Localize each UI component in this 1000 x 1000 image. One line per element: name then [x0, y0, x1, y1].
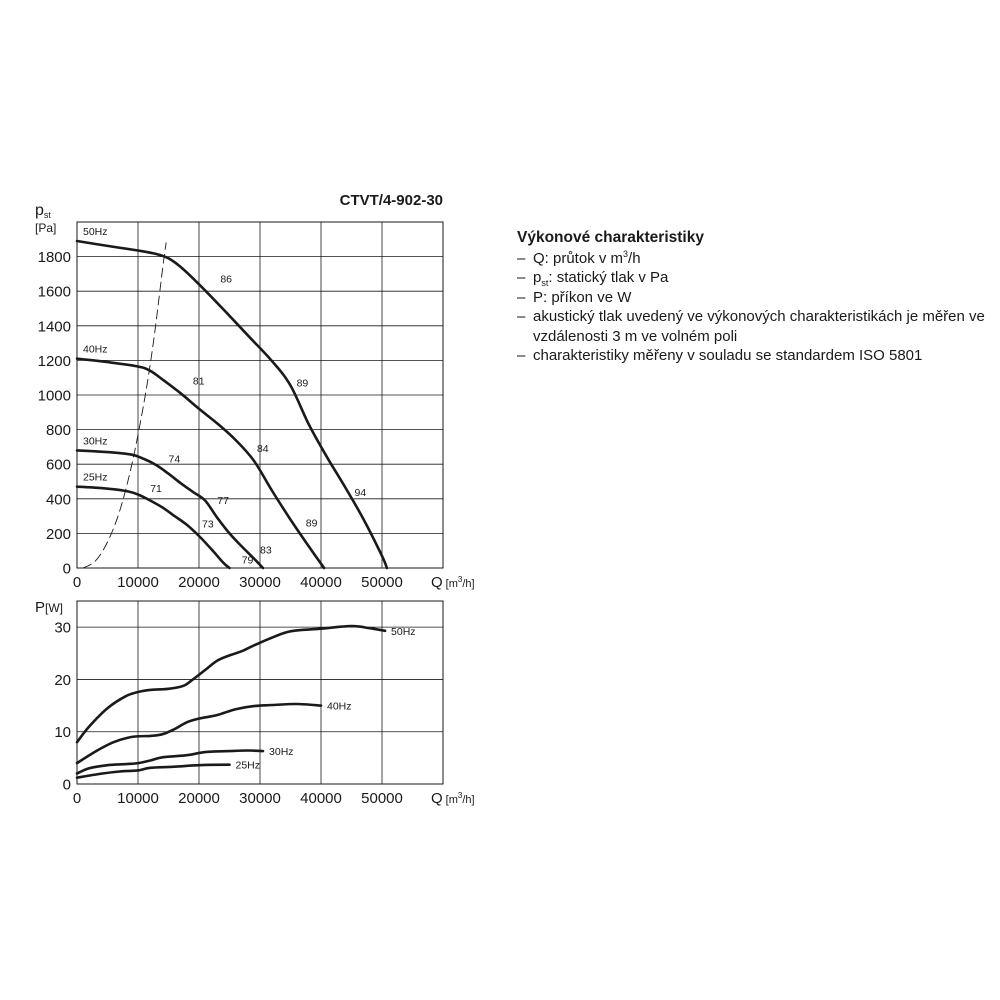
legend-item [517, 346, 997, 366]
x-axis-unit-sup: 3 [457, 791, 463, 800]
x-axis-label [431, 790, 475, 807]
legend-title: Výkonové charakteristiky [517, 229, 704, 246]
legend-text-post: /h [628, 249, 641, 267]
curve-value-label: 94 [354, 487, 367, 500]
series-name-label: 40Hz [83, 343, 108, 356]
y-tick-label: 30 [54, 619, 71, 637]
x-axis-unit-sup: 3 [457, 575, 463, 584]
y-tick-label: 10 [54, 724, 71, 742]
y-tick-label: 0 [62, 776, 71, 794]
y-tick-label: 600 [45, 456, 71, 474]
y-tick-label: 1000 [37, 387, 71, 405]
x-axis-unit-rest: /h] [462, 578, 475, 590]
y-tick-label: 1200 [37, 352, 71, 370]
y-tick-label: 1400 [37, 318, 71, 336]
legend-dash: – [517, 269, 526, 286]
x-tick-label: 0 [72, 790, 82, 807]
x-tick-label: 10000 [117, 790, 159, 807]
legend-item [517, 268, 997, 288]
y-axis-label [35, 202, 51, 220]
x-tick-label: 30000 [239, 574, 281, 591]
legend-list [517, 249, 997, 366]
x-axis-symbol: Q [431, 574, 443, 591]
curve-value-label: 89 [305, 517, 318, 530]
legend-text-pre: p [533, 269, 542, 286]
series-name-label: 25Hz [235, 759, 261, 772]
power-chart [35, 599, 475, 807]
legend-text-sup: 3 [623, 248, 629, 259]
y-tick-label: 0 [62, 560, 71, 578]
y-tick-label: 1800 [37, 249, 71, 267]
y-axis-label [35, 599, 63, 616]
x-tick-label: 0 [72, 574, 82, 591]
legend-text-post: : statický tlak v Pa [548, 269, 669, 286]
x-tick-label: 20000 [178, 574, 220, 591]
y-axis-unit: [Pa] [35, 221, 57, 235]
legend-dash: – [517, 249, 526, 267]
x-axis-symbol: Q [431, 790, 443, 807]
curve-value-label: 71 [150, 482, 162, 495]
curve-value-label: 83 [260, 544, 272, 557]
chart-title: CTVT/4-902-30 [339, 192, 443, 209]
y-axis-symbol: P [35, 599, 46, 616]
legend-dash: – [517, 347, 526, 364]
curve-value-label: 86 [220, 273, 233, 286]
x-axis-unit-rest: /h] [462, 794, 475, 806]
legend-text-pre: charakteristiky měřeny v souladu se standardem ISO 5801 [533, 347, 923, 364]
curve-value-label: 81 [192, 375, 205, 388]
series-line-50hz [77, 241, 387, 568]
curve-value-label: 74 [168, 453, 181, 466]
legend-dash: – [517, 308, 526, 325]
curve-value-label: 77 [217, 494, 229, 507]
y-tick-label: 800 [45, 422, 71, 440]
y-tick-label: 400 [45, 491, 71, 509]
x-tick-label: 50000 [361, 790, 403, 807]
series-name-label: 30Hz [83, 435, 108, 448]
series-line-50hz [77, 626, 385, 742]
y-tick-label: 1600 [37, 283, 71, 301]
series-name-label: 25Hz [83, 471, 108, 484]
legend-text-pre: Q: průtok v m [533, 249, 624, 267]
y-axis-symbol-sub: st [43, 210, 51, 220]
legend-panel [517, 228, 997, 366]
legend-item [517, 249, 997, 269]
y-axis-symbol: p [35, 202, 44, 219]
y-tick-label: 20 [54, 671, 71, 689]
legend-text-pre: P: příkon ve W [533, 288, 632, 306]
y-tick-label: 200 [45, 525, 71, 543]
curve-value-label: 89 [296, 377, 309, 390]
x-tick-label: 20000 [178, 790, 220, 807]
pressure-chart [35, 202, 475, 591]
series-name-label: 40Hz [327, 700, 352, 713]
curve-value-label: 73 [202, 518, 214, 531]
legend-item [517, 288, 997, 308]
x-axis-unit: [m [445, 794, 458, 806]
x-tick-label: 10000 [117, 574, 159, 591]
x-tick-label: 50000 [361, 574, 403, 591]
x-axis-unit: [m [445, 578, 458, 590]
legend-text-sub: st [541, 278, 549, 288]
x-tick-label: 30000 [239, 790, 281, 807]
series-line-30hz [77, 450, 263, 568]
legend-text-pre: akustický tlak uvedený ve výkonových charakteristikách je měřen ve vzdálenosti 3 m ve volném poli [533, 308, 985, 345]
x-axis-label [431, 574, 475, 591]
series-name-label: 30Hz [269, 746, 294, 759]
curve-value-label: 84 [256, 443, 269, 456]
legend-item [517, 307, 997, 346]
curve-value-label: 79 [241, 554, 254, 567]
series-name-label: 50Hz [391, 625, 416, 638]
x-tick-label: 40000 [300, 790, 342, 807]
series-name-label: 50Hz [83, 226, 108, 239]
x-tick-label: 40000 [300, 574, 342, 591]
legend-dash: – [517, 288, 526, 306]
y-axis-unit: [W] [45, 601, 64, 615]
